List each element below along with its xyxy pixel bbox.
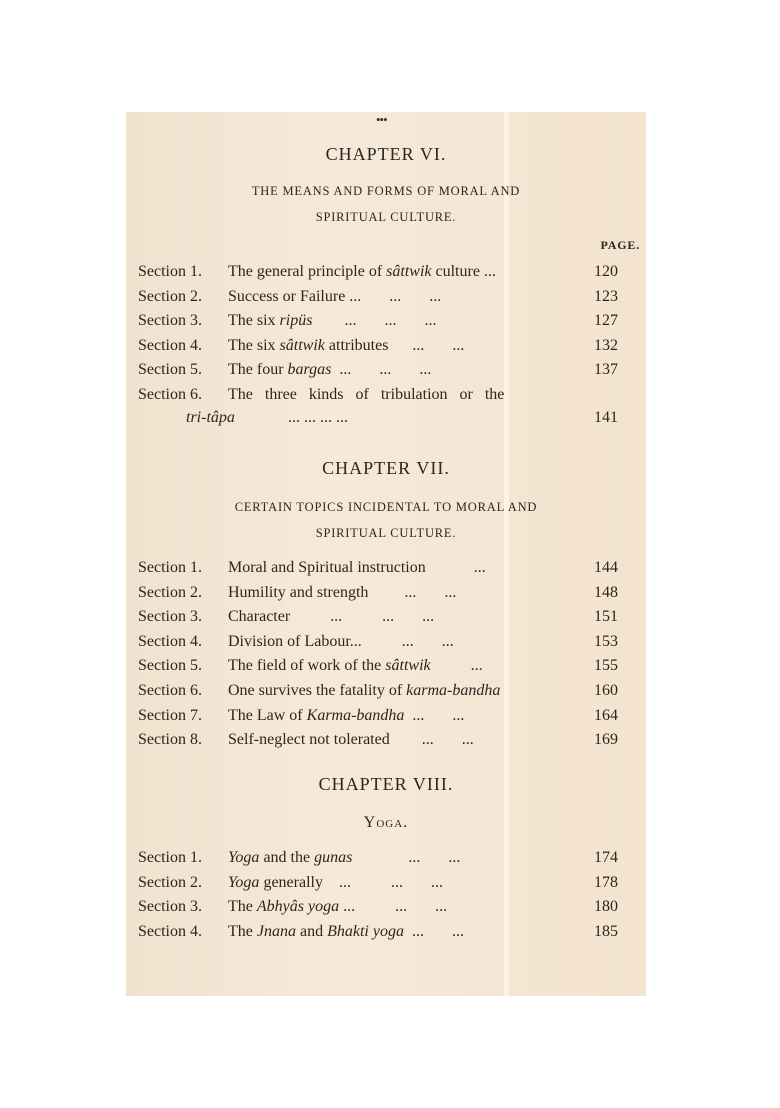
entry-text: generally ... ... ... bbox=[259, 873, 443, 891]
entry-page: 174 bbox=[594, 849, 618, 866]
chapter-title: CHAPTER VI. bbox=[325, 144, 447, 164]
section-label: Section 5. bbox=[138, 657, 202, 675]
chapter-subtitle-line: CERTAIN TOPICS INCIDENTAL TO MORAL AND bbox=[234, 500, 538, 514]
entry-page: 164 bbox=[594, 706, 618, 724]
section-label: Section 4. bbox=[138, 632, 202, 650]
entry-text: ... ... ... bbox=[339, 898, 448, 916]
section-label: Section 6. bbox=[138, 386, 202, 403]
entry-title bbox=[228, 704, 464, 728]
section-label: Section 3. bbox=[138, 898, 202, 916]
italic-term: gunas bbox=[314, 849, 353, 866]
entry-text: Division of Labour... ... ... bbox=[228, 632, 454, 650]
entry-title bbox=[228, 846, 460, 870]
entry-title bbox=[228, 309, 436, 333]
entry-page: 127 bbox=[594, 312, 618, 330]
section-label: Section 2. bbox=[138, 583, 202, 601]
section-label: Section 2. bbox=[138, 287, 202, 305]
entry-title bbox=[228, 383, 504, 407]
entry-text: ... ... ... bbox=[331, 361, 432, 379]
toc-entry bbox=[138, 654, 618, 678]
entry-title bbox=[228, 920, 464, 944]
italic-term: Karma-bandha bbox=[306, 706, 405, 724]
entry-title bbox=[228, 358, 431, 382]
entry-text: Self-neglect not tolerated ... ... bbox=[228, 731, 474, 749]
toc-entry bbox=[138, 728, 618, 752]
entry-page: 144 bbox=[594, 559, 618, 576]
entry-title bbox=[228, 581, 456, 605]
toc-entry bbox=[138, 556, 618, 580]
entry-text: Character ... ... ... bbox=[228, 608, 435, 626]
entry-text: ... ... bbox=[403, 922, 464, 940]
italic-term: ripüs bbox=[279, 312, 313, 330]
section-label: Section 3. bbox=[138, 608, 202, 626]
section-label: Section 3. bbox=[138, 312, 202, 330]
page-column-label: PAGE. bbox=[600, 238, 640, 252]
toc-entry bbox=[138, 383, 618, 407]
entry-page: 148 bbox=[594, 583, 618, 601]
chapter-subtitle: Yoga. bbox=[363, 814, 409, 831]
chapter-title: CHAPTER VII. bbox=[322, 458, 450, 478]
entry-text: ... ... ... bbox=[312, 312, 437, 330]
entry-page: 132 bbox=[594, 336, 618, 354]
entry-page: 137 bbox=[594, 361, 618, 379]
italic-term: Yoga bbox=[228, 849, 260, 866]
section-label: Section 5. bbox=[138, 361, 202, 379]
entry-text: and bbox=[295, 922, 328, 940]
chapter-subtitle-line: SPIRITUAL CULTURE. bbox=[315, 526, 457, 540]
entry-title bbox=[228, 260, 496, 284]
entry-page: 141 bbox=[594, 409, 618, 426]
entry-title bbox=[228, 630, 454, 654]
entry-text: One survives the fatality of bbox=[228, 682, 407, 699]
chapter-subtitle-line: THE MEANS AND FORMS OF MORAL AND bbox=[251, 184, 521, 198]
chapter-title: CHAPTER VIII. bbox=[318, 774, 454, 794]
italic-term: karma-bandha bbox=[406, 682, 501, 699]
leader-dots: ... ... ... ... bbox=[288, 409, 348, 426]
entry-text: Success or Failure ... ... ... bbox=[228, 287, 442, 305]
section-label: Section 7. bbox=[138, 706, 202, 724]
section-label: Section 2. bbox=[138, 873, 202, 891]
entry-title bbox=[228, 654, 483, 678]
entry-text: ... ... bbox=[404, 706, 465, 724]
entry-page: 160 bbox=[594, 682, 618, 699]
entry-continuation: tri-tâpa bbox=[186, 409, 235, 426]
entry-title bbox=[228, 895, 447, 919]
section-label: Section 6. bbox=[138, 682, 202, 699]
entry-title bbox=[228, 285, 441, 309]
entry-text: Humility and strength ... ... bbox=[228, 583, 457, 601]
entry-page: 180 bbox=[594, 898, 618, 916]
entry-text: The three kinds of tribulation or the bbox=[228, 386, 505, 403]
entry-text: Moral and Spiritual instruction ... bbox=[228, 559, 486, 576]
toc-entry bbox=[138, 285, 618, 309]
toc-entry bbox=[138, 704, 618, 728]
entry-title bbox=[228, 728, 474, 752]
toc-entry bbox=[138, 630, 618, 654]
toc-entry bbox=[138, 871, 618, 895]
entry-text: The Law of bbox=[228, 706, 307, 724]
entry-title bbox=[228, 605, 434, 629]
entry-title bbox=[228, 871, 443, 895]
header-marks: ••• bbox=[376, 112, 387, 127]
toc-entry bbox=[138, 581, 618, 605]
entry-page: 120 bbox=[594, 263, 618, 280]
entry-page: 151 bbox=[594, 608, 618, 626]
entry-text: and the bbox=[259, 849, 315, 866]
italic-term: bargas bbox=[287, 361, 332, 379]
toc-entry bbox=[138, 260, 618, 284]
entry-text: ... ... bbox=[352, 849, 461, 866]
book-page bbox=[126, 112, 646, 996]
entry-text: The six bbox=[228, 336, 280, 354]
italic-term: Abhyâs yoga bbox=[256, 898, 340, 916]
toc-entry bbox=[138, 334, 618, 358]
entry-text: The bbox=[228, 922, 257, 940]
entry-text: The six bbox=[228, 312, 280, 330]
italic-term: Yoga bbox=[228, 873, 260, 891]
toc-entry bbox=[138, 358, 618, 382]
section-label: Section 8. bbox=[138, 731, 202, 749]
entry-text: culture ... bbox=[431, 263, 496, 280]
section-label: Section 1. bbox=[138, 559, 202, 576]
toc-entry bbox=[138, 895, 618, 919]
entry-page: 178 bbox=[594, 873, 618, 891]
entry-text: The bbox=[228, 898, 257, 916]
entry-title bbox=[228, 679, 500, 703]
italic-term: sâttwik bbox=[279, 336, 325, 354]
toc-entry bbox=[138, 309, 618, 333]
entry-text: The field of work of the bbox=[228, 657, 386, 675]
entry-page: 185 bbox=[594, 922, 618, 940]
entry-title bbox=[228, 556, 486, 580]
italic-term: Bhakti yoga bbox=[327, 922, 404, 940]
entry-page: 155 bbox=[594, 657, 618, 675]
entry-text: The general principle of bbox=[228, 263, 387, 280]
italic-term: sâttwik bbox=[385, 657, 431, 675]
toc-entry bbox=[138, 846, 618, 870]
toc-entry bbox=[138, 679, 618, 703]
italic-term: sâttwik bbox=[386, 263, 432, 280]
toc-entry bbox=[138, 605, 618, 629]
entry-title bbox=[228, 334, 464, 358]
entry-continuation-row bbox=[138, 406, 618, 430]
entry-page: 153 bbox=[594, 632, 618, 650]
section-label: Section 1. bbox=[138, 263, 202, 280]
section-label: Section 1. bbox=[138, 849, 202, 866]
section-label: Section 4. bbox=[138, 336, 202, 354]
italic-term: Jnana bbox=[256, 922, 296, 940]
entry-text: The four bbox=[228, 361, 288, 379]
chapter-subtitle-line: SPIRITUAL CULTURE. bbox=[315, 210, 457, 224]
entry-page: 123 bbox=[594, 287, 618, 305]
entry-text: attributes ... ... bbox=[324, 336, 465, 354]
toc-entry bbox=[138, 920, 618, 944]
section-label: Section 4. bbox=[138, 922, 202, 940]
entry-page: 169 bbox=[594, 731, 618, 749]
entry-text: ... bbox=[430, 657, 483, 675]
